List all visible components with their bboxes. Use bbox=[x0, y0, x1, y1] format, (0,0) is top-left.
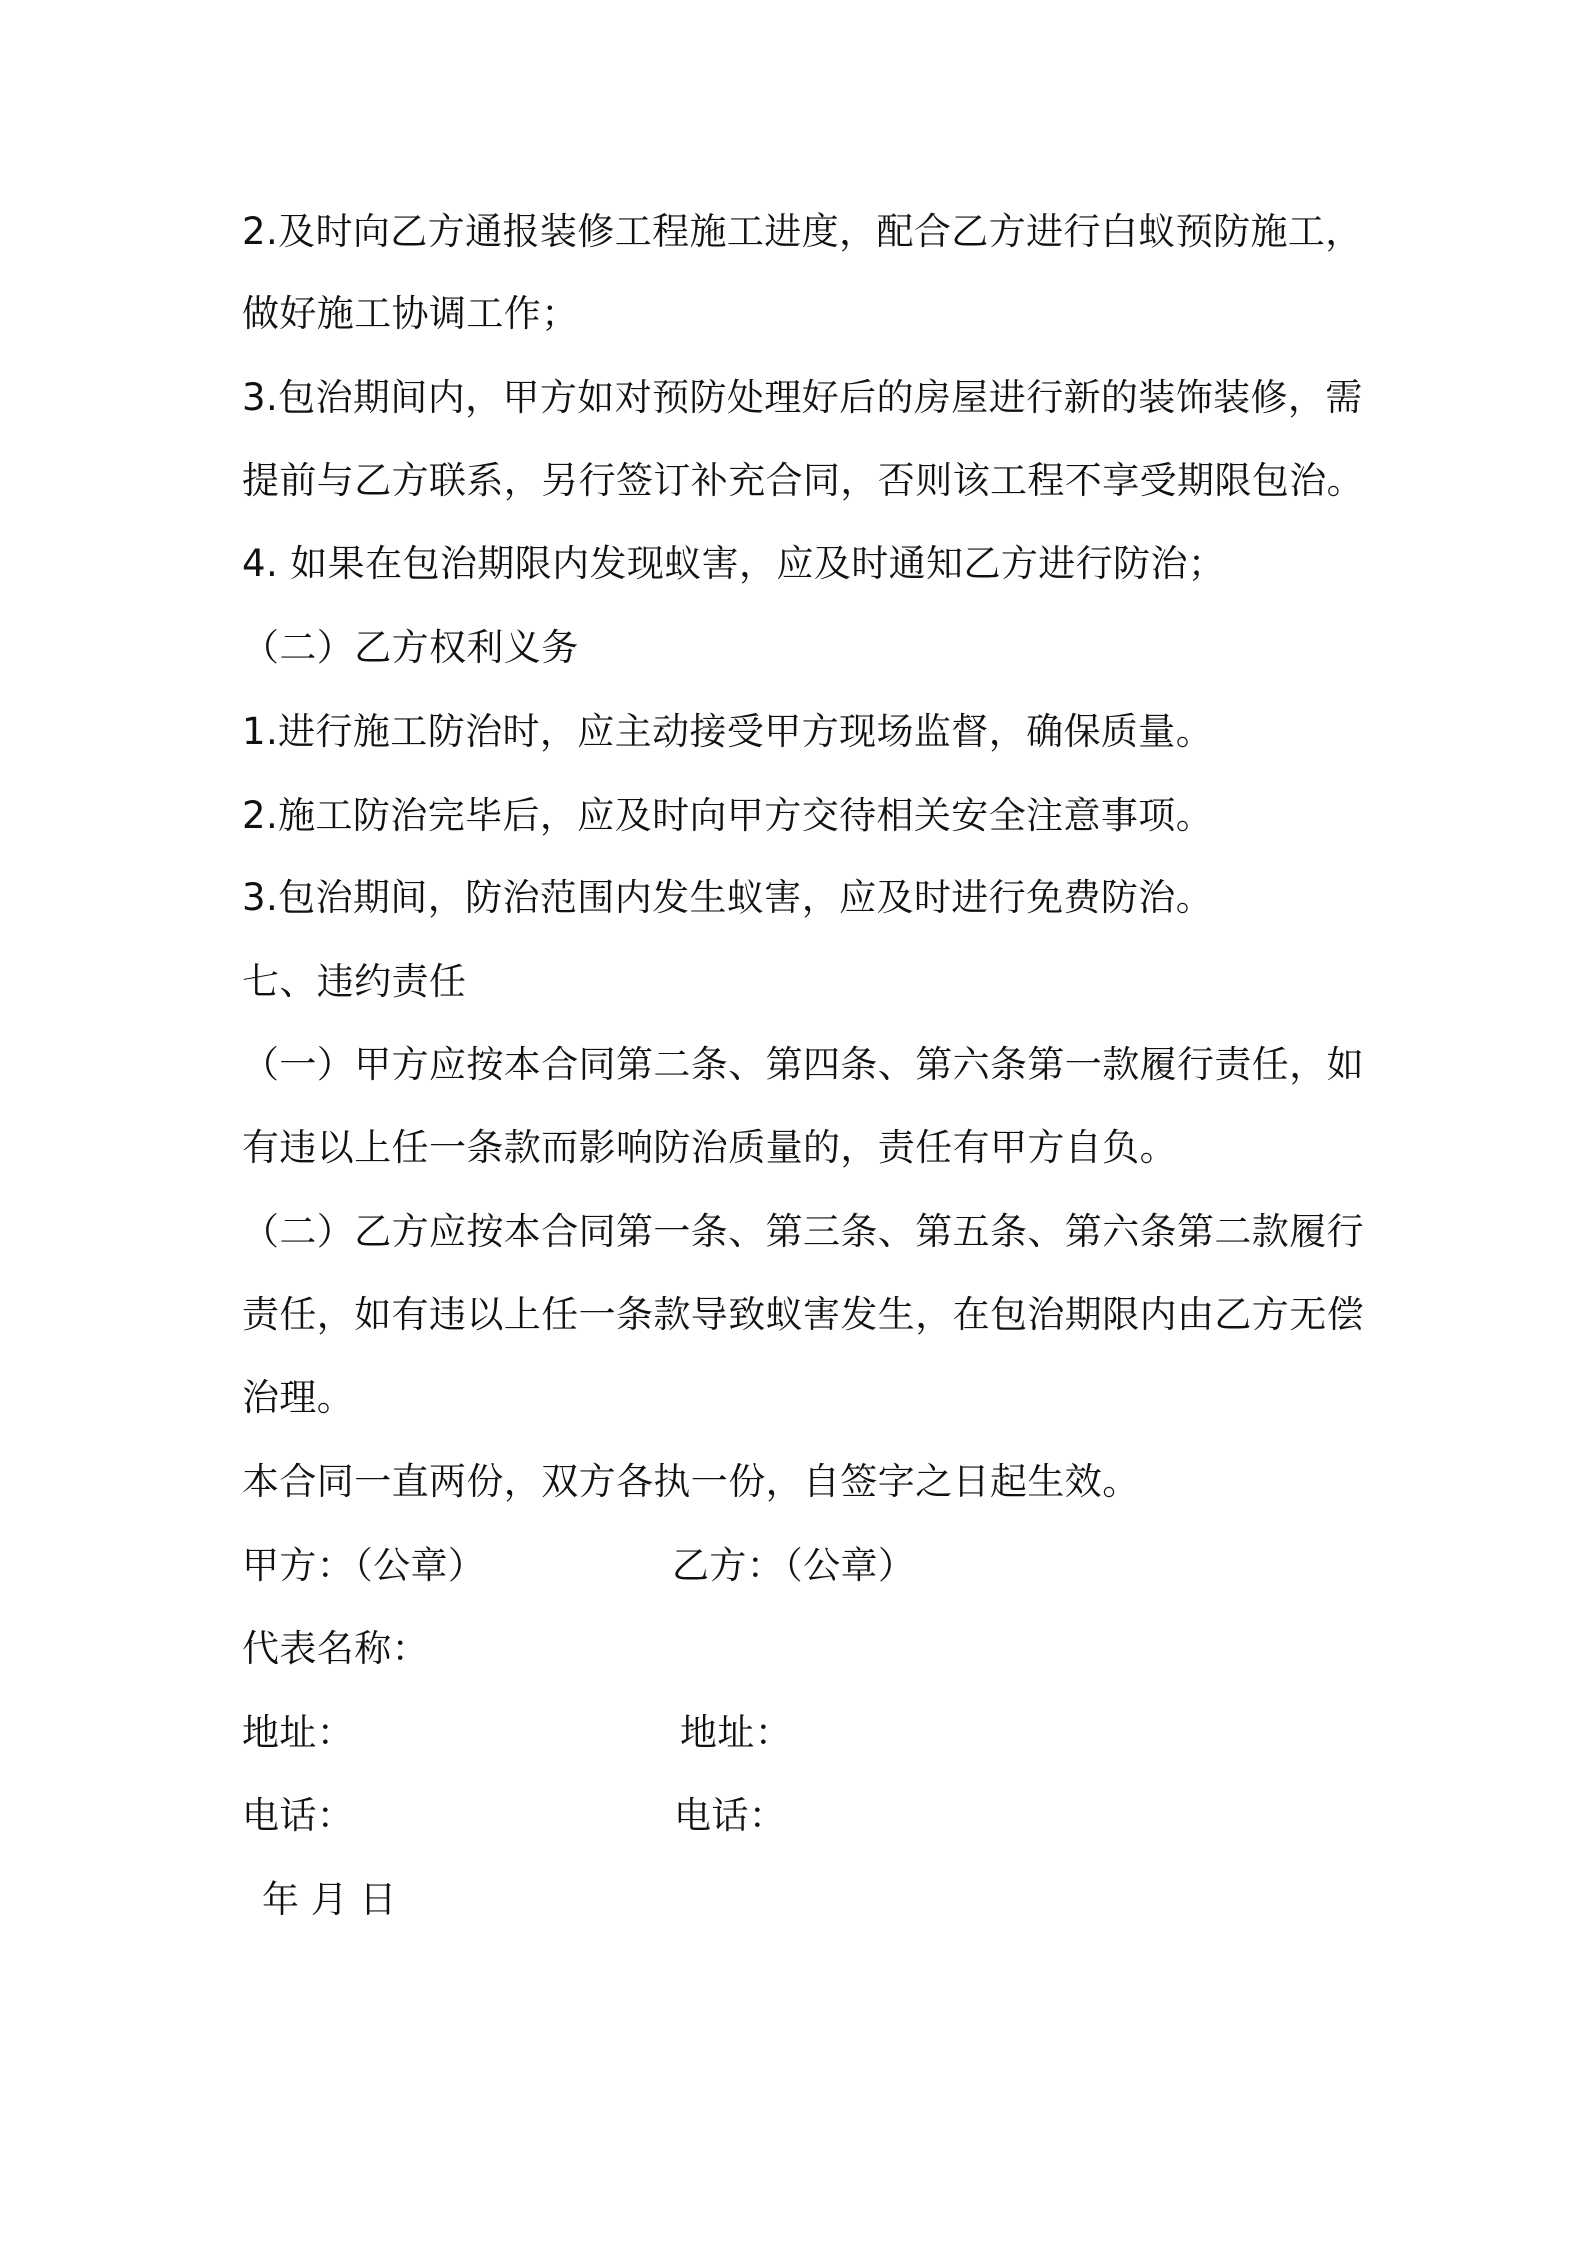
party-b-seal-label: 乙方：（公章） bbox=[672, 1544, 916, 1587]
party-a-duty-2-line-2: 做好施工协调工作； bbox=[242, 292, 579, 335]
party-b-duty-2: 2.施工防治完毕后，应及时向甲方交待相关安全注意事项。 bbox=[242, 794, 1214, 837]
party-a-duty-4: 4. 如果在包治期限内发现蚁害，应及时通知乙方进行防治； bbox=[242, 542, 1226, 585]
party-a-duty-3-line-2: 提前与乙方联系，另行签订补充合同，否则该工程不享受期限包治。 bbox=[242, 459, 1364, 502]
party-b-duty-3: 3.包治期间，防治范围内发生蚁害，应及时进行免费防治。 bbox=[242, 876, 1214, 919]
representative-label: 代表名称： bbox=[242, 1627, 429, 1670]
party-b-duty-1: 1.进行施工防治时，应主动接受甲方现场监督，确保质量。 bbox=[242, 710, 1214, 753]
party-a-duty-3-line-1: 3.包治期间内，甲方如对预防处理好后的房屋进行新的装饰装修，需 bbox=[242, 376, 1363, 419]
breach-heading: 七、违约责任 bbox=[242, 960, 467, 1003]
party-b-phone-label: 电话： bbox=[674, 1794, 787, 1837]
party-b-address-label: 地址： bbox=[680, 1711, 793, 1754]
party-a-address-label: 地址： bbox=[242, 1711, 355, 1754]
breach-clause-2-line-2: 责任，如有违以上任一条款导致蚁害发生，在包治期限内由乙方无偿 bbox=[242, 1293, 1364, 1336]
party-a-duty-2-line-1: 2.及时向乙方通报装修工程施工进度，配合乙方进行白蚁预防施工， bbox=[242, 210, 1363, 253]
breach-clause-1-line-1: （一）甲方应按本合同第二条、第四条、第六条第一款履行责任，如 bbox=[242, 1043, 1364, 1086]
signing-date: 年 月 日 bbox=[262, 1878, 397, 1921]
breach-clause-2-line-1: （二）乙方应按本合同第一条、第三条、第五条、第六条第二款履行 bbox=[242, 1210, 1364, 1253]
party-b-rights-heading: （二）乙方权利义务 bbox=[242, 626, 579, 669]
party-a-seal-label: 甲方：（公章） bbox=[242, 1544, 486, 1587]
breach-clause-2-line-3: 治理。 bbox=[242, 1376, 355, 1419]
party-a-phone-label: 电话： bbox=[242, 1794, 355, 1837]
breach-clause-1-line-2: 有违以上任一条款而影响防治质量的，责任有甲方自负。 bbox=[242, 1126, 1177, 1169]
effectiveness-clause: 本合同一直两份，双方各执一份，自签字之日起生效。 bbox=[242, 1460, 1140, 1503]
